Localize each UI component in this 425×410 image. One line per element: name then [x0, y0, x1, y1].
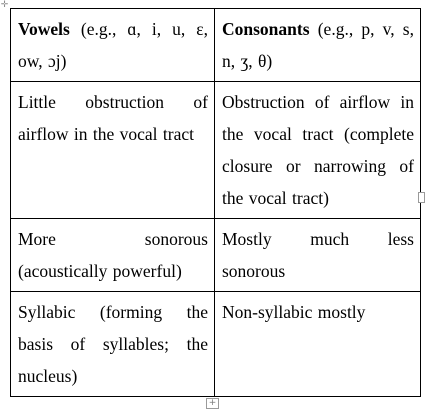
table-move-handle-icon[interactable]: ✛: [0, 0, 9, 9]
table-row: [11, 292, 421, 397]
cell-text: Non-syllabic mostly: [222, 302, 366, 322]
table-row: [11, 82, 421, 219]
consonants-heading: Consonants: [222, 19, 310, 39]
cell-vowel-obstruction[interactable]: [11, 82, 215, 219]
comparison-table: [10, 8, 421, 397]
cell-vowel-syllabic[interactable]: [11, 292, 215, 397]
cell-text: Syllabic (forming the basis of syllables; the nucleus): [18, 302, 208, 386]
cell-consonant-obstruction[interactable]: [215, 82, 421, 219]
vowels-heading: Vowels: [18, 19, 70, 39]
table-row: [11, 219, 421, 292]
cell-text: Mostly much less sonorous: [222, 229, 414, 281]
header-cell-vowels[interactable]: [11, 9, 215, 82]
table-header-row: [11, 9, 421, 82]
cell-text: More sonorous (acoustically powerful): [18, 229, 208, 281]
cell-consonant-sonority[interactable]: [215, 219, 421, 292]
cell-vowel-sonority[interactable]: [11, 219, 215, 292]
cell-consonant-syllabic[interactable]: [215, 292, 421, 397]
vowels-examples: (e.g., ɑ, i, u, ɛ, ow, ɔj): [18, 19, 208, 71]
cell-text: Obstruction of airflow in the vocal tract (complete closure or narrowing of the vocal tract): [222, 92, 414, 208]
add-row-icon[interactable]: +: [206, 398, 219, 409]
header-cell-consonants[interactable]: [215, 9, 421, 82]
table-resize-handle[interactable]: [418, 192, 425, 203]
consonants-examples: (e.g., p, v, s, n, ʒ, θ): [222, 19, 414, 71]
cell-text: Little obstruction of airflow in the vocal tract: [18, 92, 208, 144]
